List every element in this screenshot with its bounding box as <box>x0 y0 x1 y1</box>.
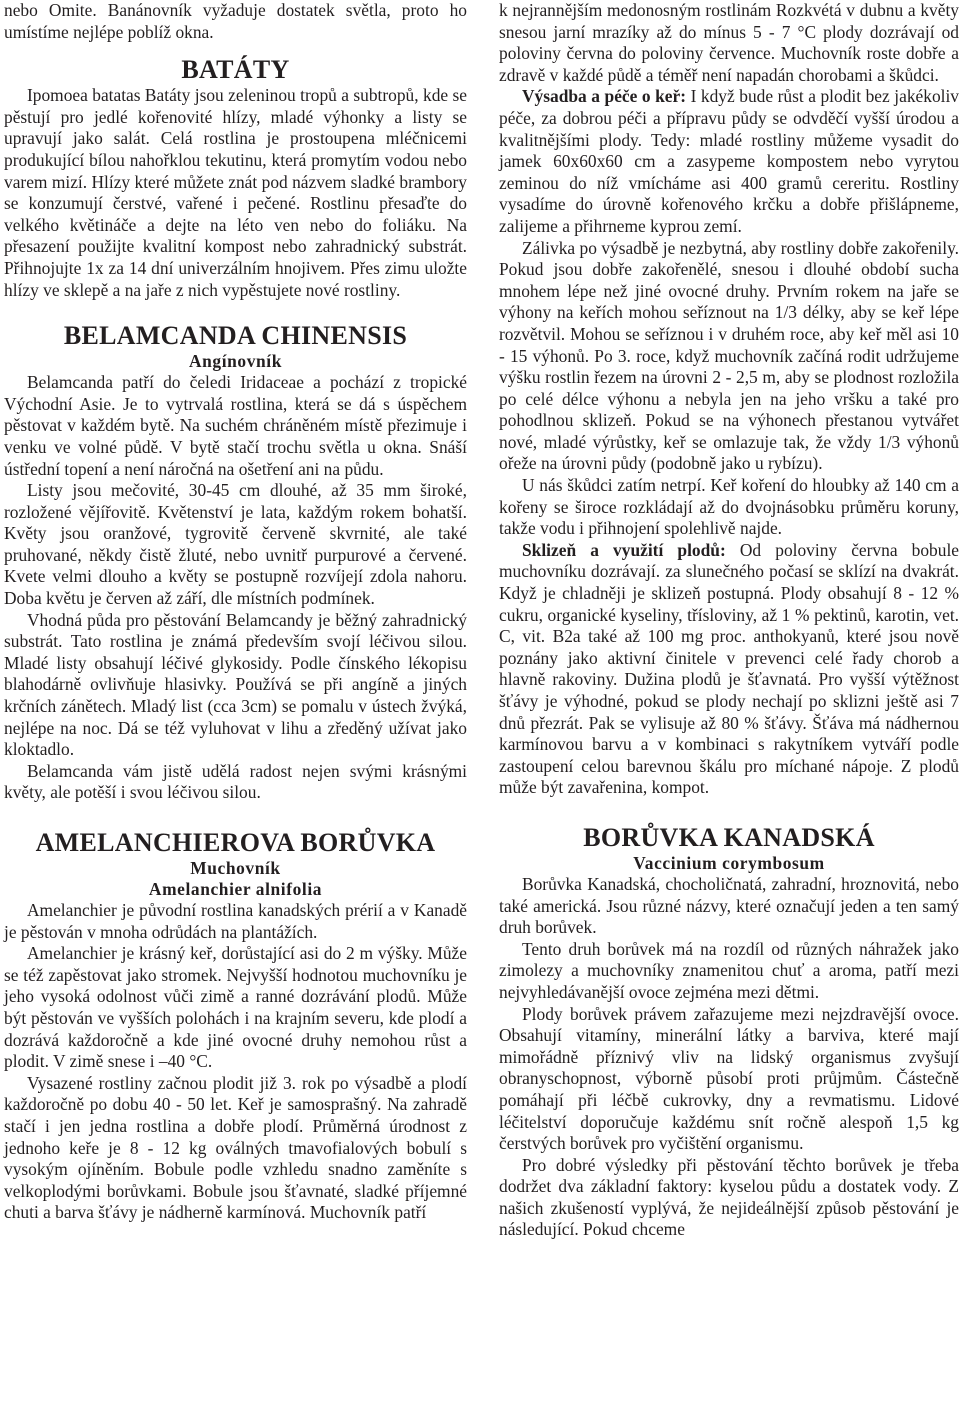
section-title-amelanchier: AMELANCHIEROVA BORŮVKA <box>35 828 436 857</box>
harvest-lead: Sklizeň a využití plodů: <box>522 539 726 560</box>
section-subtitle-muchovnik: Muchovník <box>190 858 281 878</box>
intro-paragraph: nebo Omite. Banánovník vyžaduje dostatek světla, proto ho umístíme nejlépe poblíž okna. <box>4 0 467 42</box>
boruvka-paragraph: Tento druh borůvek má na rozdíl od různých náhražek jako zimolezy a muchovníky znamenitou chuť a aroma, patří mezi nejvyhledávanější ovoce zejména mezi dětmi. <box>499 938 959 1002</box>
section-subtitle-anginovnik: Angínovník <box>189 351 282 372</box>
boruvka-paragraph: Pro dobré výsledky při pěstování těchto borůvek je třeba dodržet dva základní faktory: kyselou půdu a dostatek vody. Z našich zkušeností vyplývá, že nejideálnější způsob pěstování je následující. Pokud chceme <box>499 1154 959 1240</box>
harvest-paragraph <box>499 540 959 799</box>
boruvka-paragraph: Plody borůvek právem zařazujeme mezi nejzdravější ovoce. Obsahují vitamíny, minerální látky a barviva, které mají mimořádně příznivý vliv na lidský organismus zvyšují obranyschopnost, výborně působí proti průjmům. Částečně pomáhají při léčbě cukrovky, dny a revmatismu. Lidové léčitelství doporučuje každému snít ročně alespoň 1,5 kg čerstvých borůvek pro vyčištění organismu. <box>499 1003 959 1154</box>
belamcanda-paragraph: Belamcanda patří do čeledi Iridaceae a pochází z tropické Východní Asie. Je to vytrvalá rostlina, která se dá s úspěchem pěstovat v každém bytě. Na suchém chráněném místě přezimuje i venku ve volné půdě. V bytě stačí trochu světla u okna. Snáší ústřední topení a není náročná na ošetření ani na půdu. <box>4 372 467 479</box>
belamcanda-paragraph: Belamcanda vám jistě udělá radost nejen svými krásnými květy, ale potěší i svou léčivou silou. <box>4 760 467 803</box>
watering-paragraph: Zálivka po výsadbě je nezbytná, aby rostliny dobře zakořenily. Pokud jsou dobře zakořenělé, snesou i dlouhé období sucha mnohem lépe než jiné ovocné druhy. Prvním rokem na jaře se výhony na keřích mohou seříznout na 1/3 délky, aby se keř lépe rozvětvil. Mohou se seříznou i v druhém roce, aby keř měl asi 10 - 15 výhonů. Po 3. roce, když muchovník začíná rodit udržujeme výšku rostlin řezem na úrovni 2 - 2,5 m, aby se plodnost rozložila po celé délce výhonu a nebyla jen na jeho vršku a také pro pohodlnou sklizeň. Pokud se na výhonech přestanou vytvářet nové, mladé výrůstky, keř se omlazuje tak, že vždy 1/3 výhonů ořeže na úrovni půdy (podobně jako u rybízu). <box>499 237 959 474</box>
section-title-boruvka: BORŮVKA KANADSKÁ <box>583 822 875 852</box>
right-column <box>499 0 959 1241</box>
section-title-belamcanda: BELAMCANDA CHINENSIS <box>63 321 408 351</box>
amelanchier-paragraph: Amelanchier je původní rostlina kanadských prérií a v Kanadě je pěstován v mnoha odrůdách na plantážích. <box>4 900 467 942</box>
planting-care-text: I když bude růst a plodit bez jakékoliv péče, za dobrou péči a přípravu půdy se odvděčí vyšší úrodou a kvalitnějšími plody. Tedy: mladé rostliny můžeme vysadit do jamek 60x60x60 cm a zasypeme kompostem nebo vyrytou zeminou do níž vmícháme asi 400 gramů cereritu. Rostliny vysadíme do úrovně kořenového krčku a dobře přišlápneme, zalijeme a přihrneme kyprou zemí. <box>499 86 959 236</box>
bataty-paragraph: Ipomoea batatas Batáty jsou zeleninou tropů a subtropů, kde se pěstují pro jedlé kořenovité hlízy, mladé výhonky a listy se upravují jako salát. Celá rostlina je prostoupena mléčnicemi produkující bílou nahořklou tekutinu, která promytím vodou nebo varem mizí. Hlízy které můžete znát pod názvem sladké brambory se konzumují čerstvé, vařené i pečené. Rostlinu přesaďte do velkého květináče a dejte na léto ven nebo do foliáku. Na přesazení použijte kvalitní kompost nebo zahradnický substrát. Přihnojujte 1x za 14 dní univerzálním hnojivem. Přes zimu uložte hlízy ve sklepě a na jaře z nich vypěstujete nové rostliny. <box>4 85 467 300</box>
planting-care-lead: Výsadba a péče o keř: <box>522 86 687 107</box>
harvest-text: Od poloviny června bobule muchovníku dozrávají. za slunečného počasí se sklízí na dvakrát. Když je chladněji je sklizeň postupná. Plody obsahují 8 - 12 % cukru, organické kyseliny, třísloviny, až 1 % pektinů, karotin, vet. C, vit. B2a také až 100 mg proc. anthokyanů, které jsou nově poznány jako aktivní činitele v prevenci celé řady chorob a hlavně rakoviny. Dužina plodů je šťavnatá. Pro vyšší výtěžnost šťávy je výhodné, pokud se plody nechají po sklizni ještě asi 7 dnů přezrát. Pak se vylisuje až 80 % šťávy. Šťáva má nádhernou karmínovou barvu a v kombinaci s rakytníkem vytváří podle zastoupení celou barevnou škálu pro míchané nápoje. Z plodů může být zavařenina, kompot. <box>499 539 959 798</box>
amelanchier-paragraph: Vysazené rostliny začnou plodit již 3. rok po výsadbě a plodí každoročně po dobu 40 - 50 let. Keř je samosprašný. Na zahradě stačí i jen jedna rostlina a dobře plodí. Průměrná úrodnost z jednoho keře je 8 - 12 kg oválných tmavofialových bobulí s vysokým ojíněním. Bobule podle vzhledu snadno zaměníte s velkoplodými borůvkami. Bobule jsou šťavnaté, sladké příjemné chuti a barva šťávy je nádherně karmínová. Muchovník patří <box>4 1072 467 1223</box>
amelanchier-continued-paragraph: k nejrannějším medonosným rostlinám Rozkvétá v dubnu a květy snesou jarní mrazíky až do mínus 5 - 7 °C plody dozrávají od poloviny června do poloviny července. Muchovník roste dobře a zdravě v každé půdě a téměř není napadán chorobami a škůdci. <box>499 0 959 85</box>
planting-care-paragraph <box>499 86 959 237</box>
left-column <box>4 0 467 1224</box>
belamcanda-paragraph: Listy jsou mečovité, 30-45 cm dlouhé, až 35 mm široké, rozložené vějířovitě. Květenství je lata, každým rokem bohatší. Květy jsou oranžové, tygrovitě červeně skvrnité, ale také pruhované, někdy čistě žluté, nebo uvnitř purpurové a červené. Kvete velmi dlouho a květy se postupně rozvíjejí zdola nahoru. Doba květu je červen až září, dle místních podmínek. <box>4 480 467 609</box>
section-subtitle-vaccinium: Vaccinium corymbosum <box>633 852 825 873</box>
belamcanda-paragraph: Vhodná půda pro pěstování Belamcandy je běžný zahradnický substrát. Tato rostlina je známá především svojí léčivou silou. Mladé listy obsahují léčivé glykosidy. Podle čínského lékopisu blahodárně ovlivňuje hlasivky. Používá se při angíně a jiných krčních zánětech. Mladý list (cca 3cm) se pomalu v ústech žvýká, nejlépe na noc. Dá se též vyluhovat v lihu a zředěný užívat jako kloktadlo. <box>4 609 467 760</box>
section-subtitle-latin: Amelanchier alnifolia <box>148 879 323 899</box>
pests-paragraph: U nás škůdci zatím netrpí. Keř koření do hloubky až 140 cm a kořeny se široce rozkládají až do dvojnásobku průměru koruny, takže vodu i přihnojení spolehlivě najde. <box>499 475 959 539</box>
section-title-bataty: BATÁTY <box>181 55 290 85</box>
amelanchier-paragraph: Amelanchier je krásný keř, dorůstající asi do 2 m výšky. Může se též zapěstovat jako stromek. Nejvyšší hodnotou muchovníku je jeho vysoká odolnost vůči zimě a ranné dozrávání plodů. Může být pěstován ve vyšších polohách i na krajním severu, kde plodí a dozrává každoročně a kde jiné ovocné druhy nemohou růst a plodit. V zimě snese i –40 °C. <box>4 943 467 1072</box>
boruvka-paragraph: Borůvka Kanadská, chocholičnatá, zahradní, hroznovitá, nebo také americká. Jsou různé názvy, které označují jeden a ten samý druh borůvek. <box>499 873 959 938</box>
